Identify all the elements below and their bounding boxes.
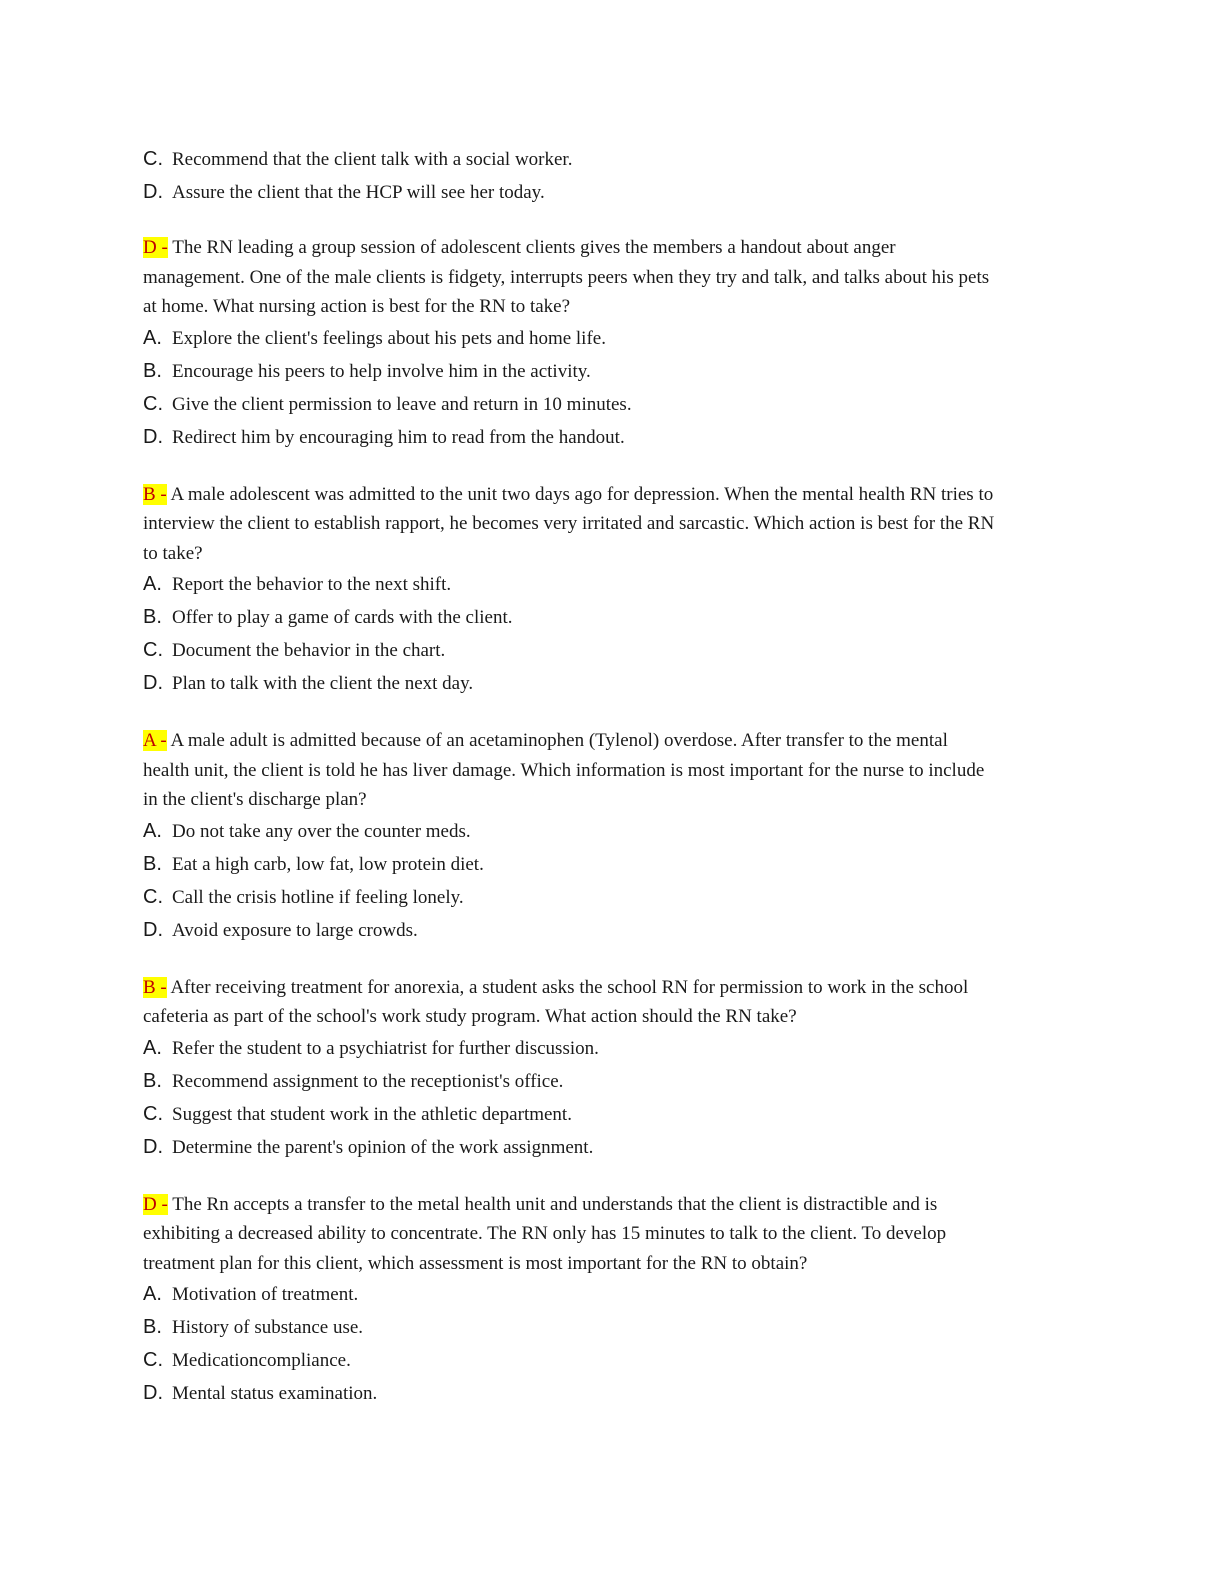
question-line: The Rn accepts a transfer to the metal health unit and understands that the client is distractible and is bbox=[172, 1193, 938, 1215]
option-letter: D. bbox=[143, 672, 163, 694]
option-d bbox=[143, 421, 1073, 454]
option-d bbox=[143, 176, 1073, 209]
option-letter: C. bbox=[143, 885, 163, 908]
option-a bbox=[143, 568, 1073, 601]
document-page bbox=[143, 143, 1073, 1410]
option-letter: C. bbox=[143, 392, 163, 415]
option-text: Avoid exposure to large crowds. bbox=[172, 919, 418, 941]
option-a bbox=[143, 1032, 1073, 1065]
option-text: Assure the client that the HCP will see her today. bbox=[172, 182, 545, 203]
option-b bbox=[143, 1065, 1073, 1098]
option-d bbox=[143, 1377, 1073, 1410]
question-line: to take? bbox=[143, 542, 203, 564]
question-block bbox=[143, 480, 1073, 701]
option-text: Refer the student to a psychiatrist for further discussion. bbox=[172, 1037, 599, 1059]
option-letter: D. bbox=[143, 1135, 163, 1158]
option-text: Explore the client's feelings about his pets and home life. bbox=[172, 327, 606, 349]
question-line: in the client's discharge plan? bbox=[143, 789, 367, 810]
option-c bbox=[143, 881, 1073, 914]
option-letter: D. bbox=[143, 1382, 163, 1404]
leading-options bbox=[143, 143, 1073, 209]
option-a bbox=[143, 1278, 1073, 1311]
option-letter: A. bbox=[143, 573, 162, 595]
question-text bbox=[143, 1190, 1073, 1279]
option-text: Call the crisis hotline if feeling lonely. bbox=[172, 886, 464, 908]
option-text: Suggest that student work in the athletic department. bbox=[172, 1103, 572, 1125]
option-letter: A. bbox=[143, 819, 162, 842]
question-block bbox=[143, 973, 1073, 1164]
option-letter: B. bbox=[143, 606, 162, 628]
option-c bbox=[143, 1344, 1073, 1377]
question-text bbox=[143, 233, 1073, 322]
option-c bbox=[143, 143, 1073, 176]
question-text bbox=[143, 726, 1073, 815]
option-letter: D. bbox=[143, 181, 163, 203]
option-b bbox=[143, 848, 1073, 881]
option-letter: A. bbox=[143, 326, 162, 349]
option-letter: B. bbox=[143, 359, 162, 382]
question-block bbox=[143, 726, 1073, 947]
option-b bbox=[143, 601, 1073, 634]
question-block bbox=[143, 1190, 1073, 1411]
option-text: Medicationcompliance. bbox=[172, 1350, 351, 1371]
option-letter: C. bbox=[143, 639, 163, 661]
option-letter: D. bbox=[143, 918, 163, 941]
option-text: Encourage his peers to help involve him in the activity. bbox=[172, 360, 591, 382]
question-line: interview the client to establish rapport, he becomes very irritated and sarcastic. Which action is best for the RN bbox=[143, 513, 995, 534]
question-line: The RN leading a group session of adolescent clients gives the members a handout about anger bbox=[172, 237, 896, 258]
question-line: A male adult is admitted because of an acetaminophen (Tylenol) overdose. After transfer to the mental bbox=[170, 730, 948, 751]
option-letter: B. bbox=[143, 1069, 162, 1092]
option-c bbox=[143, 388, 1073, 421]
option-c bbox=[143, 634, 1073, 667]
answer-key-highlight: D - bbox=[143, 237, 168, 258]
question-block bbox=[143, 233, 1073, 454]
option-text: Do not take any over the counter meds. bbox=[172, 820, 471, 842]
question-line: at home. What nursing action is best for the RN to take? bbox=[143, 296, 571, 317]
option-d bbox=[143, 667, 1073, 700]
question-line: cafeteria as part of the school's work study program. What action should the RN take? bbox=[143, 1006, 797, 1027]
question-line: After receiving treatment for anorexia, a student asks the school RN for permission to work in the school bbox=[170, 976, 969, 998]
option-text: Give the client permission to leave and return in 10 minutes. bbox=[172, 393, 632, 415]
question-line: management. One of the male clients is fidgety, interrupts peers when they try and talk, and talks about his pets bbox=[143, 266, 990, 288]
option-letter: C. bbox=[143, 1102, 163, 1125]
option-a bbox=[143, 322, 1073, 355]
option-text: Offer to play a game of cards with the client. bbox=[172, 607, 513, 628]
option-letter: B. bbox=[143, 1316, 162, 1338]
option-letter: A. bbox=[143, 1036, 162, 1059]
question-line: exhibiting a decreased ability to concentrate. The RN only has 15 minutes to talk to the client. To develop bbox=[143, 1223, 947, 1244]
option-text: Motivation of treatment. bbox=[172, 1284, 359, 1305]
option-text: Report the behavior to the next shift. bbox=[172, 574, 452, 595]
answer-key-highlight: B - bbox=[143, 483, 167, 505]
option-letter: D. bbox=[143, 425, 163, 448]
option-letter: A. bbox=[143, 1283, 162, 1305]
option-c bbox=[143, 1098, 1073, 1131]
option-d bbox=[143, 914, 1073, 947]
question-line: treatment plan for this client, which assessment is most important for the RN to obtain? bbox=[143, 1252, 808, 1274]
answer-key-highlight: A - bbox=[143, 730, 167, 751]
answer-key-highlight: B - bbox=[143, 976, 167, 998]
option-b bbox=[143, 1311, 1073, 1344]
option-a bbox=[143, 815, 1073, 848]
option-b bbox=[143, 355, 1073, 388]
option-text: Mental status examination. bbox=[172, 1383, 378, 1404]
option-text: Plan to talk with the client the next day. bbox=[172, 673, 474, 694]
answer-key-highlight: D - bbox=[143, 1193, 168, 1215]
option-text: Recommend assignment to the receptionist's office. bbox=[172, 1070, 564, 1092]
question-text bbox=[143, 973, 1073, 1032]
option-text: Determine the parent's opinion of the work assignment. bbox=[172, 1136, 594, 1158]
option-letter: C. bbox=[143, 148, 163, 170]
question-text bbox=[143, 480, 1073, 569]
question-line: A male adolescent was admitted to the unit two days ago for depression. When the mental health RN tries to bbox=[170, 483, 994, 505]
question-line: health unit, the client is told he has liver damage. Which information is most important for the nurse to include bbox=[143, 759, 985, 781]
option-text: Eat a high carb, low fat, low protein diet. bbox=[172, 853, 484, 875]
option-d bbox=[143, 1131, 1073, 1164]
option-letter: C. bbox=[143, 1349, 163, 1371]
option-letter: B. bbox=[143, 852, 162, 875]
option-text: Recommend that the client talk with a social worker. bbox=[172, 149, 573, 170]
option-text: Redirect him by encouraging him to read from the handout. bbox=[172, 426, 625, 448]
option-text: Document the behavior in the chart. bbox=[172, 640, 446, 661]
option-text: History of substance use. bbox=[172, 1317, 364, 1338]
